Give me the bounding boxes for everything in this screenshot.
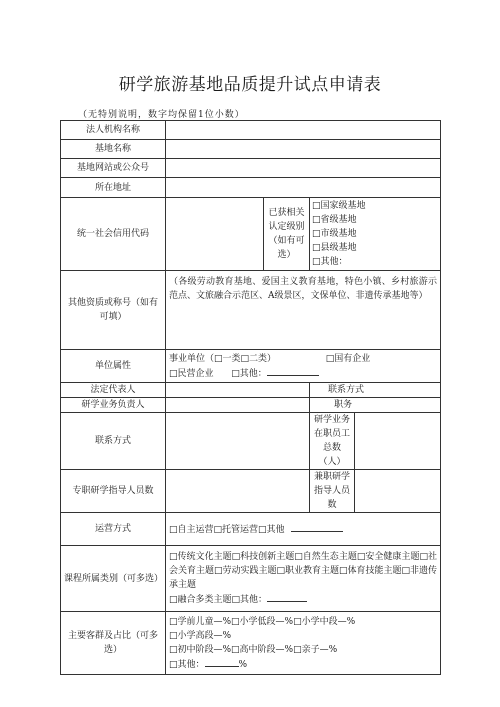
input-fulltime-guides[interactable]	[166, 470, 310, 513]
operation-other-blank[interactable]	[291, 522, 343, 532]
option-private-enterprise[interactable]: □民营企业	[169, 368, 214, 379]
label-course-category: 课程所属类别（可多选）	[61, 546, 166, 612]
row-legal-entity	[61, 121, 441, 140]
label-cert-level: 已获相关认定级别（如有可选）	[264, 198, 310, 271]
other-unit-blank[interactable]	[267, 366, 319, 376]
row-guides	[61, 470, 441, 513]
option-other-unit[interactable]: □其他：	[231, 368, 267, 379]
option-provincial-base[interactable]: □省级基地	[312, 215, 357, 225]
course-options-text[interactable]: □传统文化主题□科技创新主题□自然生态主题□安全健康主题□社会关育主题□劳动实践主题□职业教育主题□体育技能主题□非遗传承主题	[169, 552, 438, 590]
label-other-qualification: 其他资质或称号（如有可填）	[61, 271, 166, 350]
input-base-name[interactable]	[166, 140, 441, 159]
application-form-table	[60, 120, 441, 675]
customer-line-2[interactable]: □小学高段—%	[169, 630, 232, 641]
option-national-base[interactable]: □国家级基地	[312, 201, 366, 211]
input-address[interactable]	[166, 178, 441, 198]
label-legal-entity: 法人机构名称	[61, 121, 166, 140]
form-title: 研学旅游基地品质提升试点申请表	[118, 75, 382, 95]
input-legal-rep[interactable]	[166, 383, 310, 398]
label-fulltime-guides: 专职研学指导人员数	[61, 470, 166, 513]
input-staff-count[interactable]	[355, 413, 441, 470]
row-business-head	[61, 398, 441, 413]
row-website	[61, 159, 441, 178]
option-mixed-topic[interactable]: □融合多类主题□其他：	[169, 595, 268, 605]
row-other-qualification	[61, 271, 441, 350]
label-business-head: 研学业务负责人	[61, 398, 166, 413]
input-legal-entity[interactable]	[166, 121, 441, 140]
row-credit-code	[61, 198, 441, 271]
customer-line-3[interactable]: □初中阶段—%□高中阶段—%□亲子—%	[169, 644, 338, 655]
row-unit-attribute	[61, 350, 441, 383]
label-customer-groups: 主要客群及占比（可多选）	[61, 612, 166, 675]
row-base-name	[61, 140, 441, 159]
customer-other-percent: %	[238, 659, 248, 670]
cert-level-options[interactable]	[310, 198, 441, 271]
row-address	[61, 178, 441, 198]
label-website: 基地网站或公众号	[61, 159, 166, 178]
customer-other-blank[interactable]	[205, 657, 239, 667]
label-staff-count: 研学业务在职员工总数（人）	[310, 413, 355, 470]
input-website[interactable]	[166, 159, 441, 178]
label-rep-contact: 联系方式	[310, 383, 441, 398]
label-contact: 联系方式	[61, 413, 166, 470]
customer-group-options[interactable]	[166, 612, 441, 675]
label-address: 所在地址	[61, 178, 166, 198]
option-public-institution[interactable]: 事业单位（□一类□二类）	[169, 353, 277, 364]
label-credit-code: 统一社会信用代码	[61, 198, 166, 271]
input-contact[interactable]	[166, 413, 310, 470]
input-credit-code[interactable]	[166, 198, 264, 271]
label-parttime-guides: 兼职研学指导人员数	[310, 470, 355, 513]
row-contact	[61, 413, 441, 470]
row-customer-groups	[61, 612, 441, 675]
input-business-head[interactable]	[166, 398, 310, 413]
option-county-base[interactable]: □县级基地	[312, 243, 357, 253]
input-parttime-guides[interactable]	[355, 470, 441, 513]
row-course-category	[61, 546, 441, 612]
label-unit-attribute: 单位属性	[61, 350, 166, 383]
option-state-enterprise[interactable]: □国有企业	[325, 353, 371, 364]
label-legal-rep: 法定代表人	[61, 383, 166, 398]
option-customer-other[interactable]: □其他：	[169, 659, 205, 670]
label-position: 职务	[310, 398, 441, 413]
row-legal-rep	[61, 383, 441, 398]
label-base-name: 基地名称	[61, 140, 166, 159]
unit-attribute-options[interactable]	[166, 350, 441, 383]
other-qualification-hint[interactable]: （各级劳动教育基地、爱国主义教育基地，特色小镇、乡村旅游示范点、文旅融合示范区、A级景区，文保单位、非遗传承基地等）	[166, 271, 441, 350]
customer-line-1[interactable]: □学前儿童—%□小学低段—%□小学中段—%	[169, 616, 356, 627]
course-category-options[interactable]	[166, 546, 441, 612]
note-text: （无特别说明，数字均保留1位小数）	[78, 110, 245, 120]
operation-options-text[interactable]: □自主运营□托管运营□其他	[169, 524, 285, 535]
label-operation: 运营方式	[61, 513, 166, 546]
operation-options[interactable]	[166, 513, 441, 546]
option-other-base[interactable]: □其他：	[312, 257, 348, 267]
option-city-base[interactable]: □市级基地	[312, 229, 357, 239]
course-other-blank[interactable]	[267, 592, 307, 602]
row-operation	[61, 513, 441, 546]
